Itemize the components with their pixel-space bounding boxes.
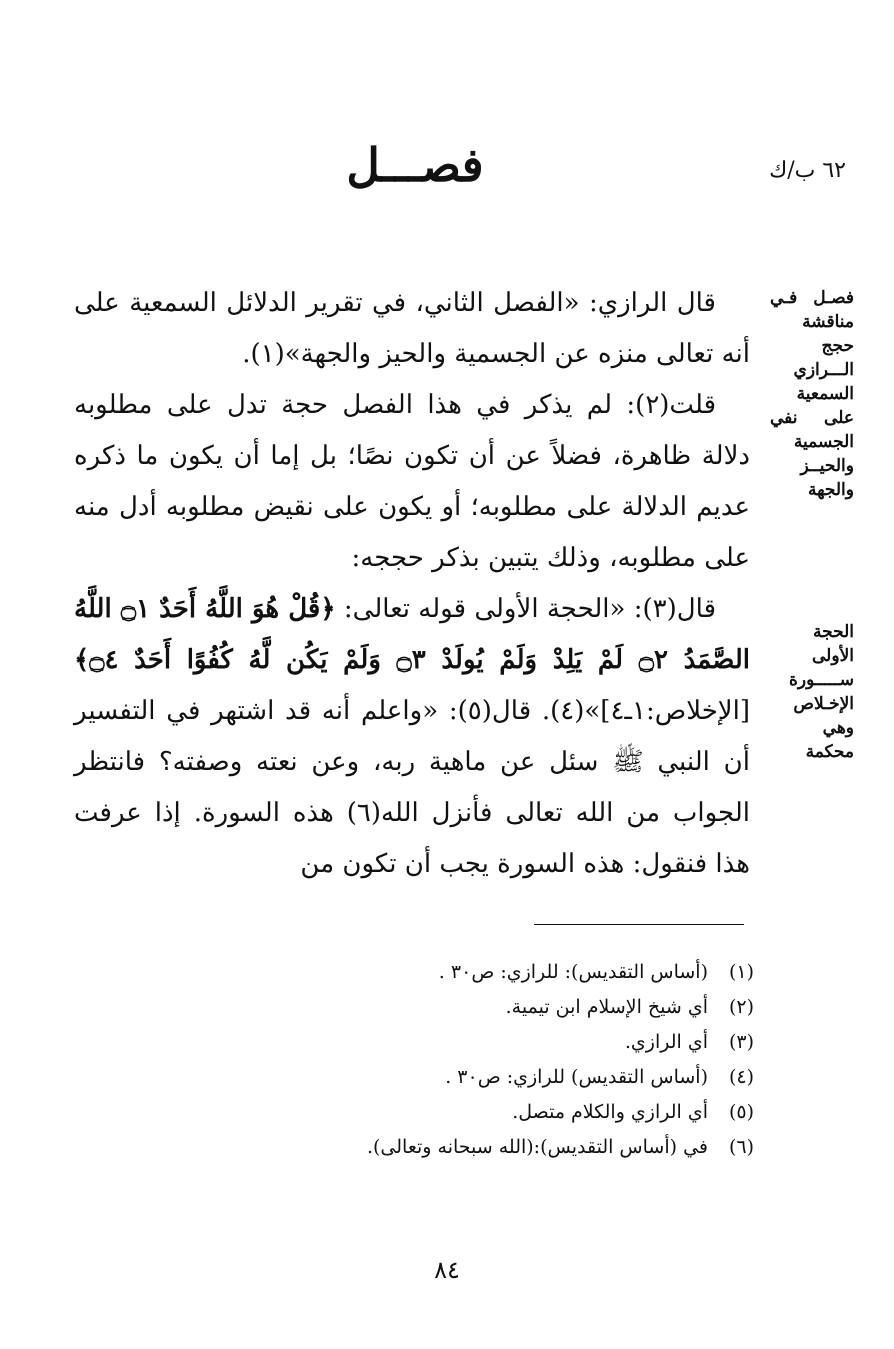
footnote-text: (أساس التقديس) للرازي: ص٣٠ .: [445, 1066, 708, 1088]
footnote-item: [114, 955, 754, 990]
quran-verse-al-ikhlas: ﴿قُلْ هُوَ اللَّهُ أَحَدٌ ۝١ اللَّهُ الصَّمَدُ ۝٢ لَمْ يَلِدْ وَلَمْ يُولَدْ ۝٣ وَلَمْ يَكُن لَّهُ كُفُوًا أَحَدٌ ۝٤﴾: [74, 594, 750, 675]
margin-note-rebuttal-of-razi: فصـل فـي مناقشة حجج الـــرازي السمعية على نفي الجسمية والحيــز والجهة: [770, 288, 854, 500]
footnote-item: [114, 990, 754, 1025]
paragraph-first-argument: [74, 584, 750, 890]
margin-note-first-argument: الحجة الأولى ســـــورة الإخـلاص وهي محكمة: [788, 622, 854, 762]
footnote-text: في (أساس التقديس):(الله سبحانه وتعالى).: [366, 1136, 708, 1158]
footnote-number: (٤): [728, 1066, 754, 1088]
page-number: ٨٤: [434, 1256, 460, 1284]
manuscript-folio-reference: ٦٢ ب/ك: [769, 158, 846, 183]
footnote-separator: [534, 924, 744, 925]
footnote-item: [114, 1025, 754, 1060]
footnote-item: [114, 1060, 754, 1095]
footnotes-list: [114, 955, 754, 1165]
main-text-body: [74, 278, 750, 890]
footnote-item: [114, 1095, 754, 1130]
footnote-text: أي الرازي والكلام متصل.: [512, 1101, 708, 1123]
footnote-number: (٣): [728, 1031, 754, 1053]
footnote-number: (١): [728, 961, 754, 983]
chapter-title: فصـــل: [346, 138, 484, 192]
first-argument-continuation: [الإخلاص:١ـ٤]»(٤). قال(٥): «واعلم أنه قد اشتهر في التفسير أن النبي ﷺ سئل عن ماهية ربه، وعن نعته وصفته؟ فانتظر الجواب من الله تعالى فأنزل الله(٦) هذه السورة. إذا عرفت هذا فنقول: هذه السورة يجب أن تكون من: [74, 696, 750, 879]
footnote-item: [114, 1130, 754, 1165]
footnote-text: (أساس التقديس): للرازي: ص٣٠ .: [438, 961, 708, 983]
paragraph-ibn-taymiyya-reply: قلت(٢): لم يذكر في هذا الفصل حجة تدل على مطلوبه دلالة ظاهرة، فضلاً عن أن تكون نصًا؛ بل إما أن يكون ما ذكره عديم الدلالة على مطلوبه؛ أو يكون على نقيض مطلوبه أدل منه على مطلوبه، وذلك يتبين بذكر حججه:: [74, 390, 750, 573]
footnote-text: أي الرازي.: [624, 1031, 708, 1053]
footnote-number: (٥): [728, 1101, 754, 1123]
footnote-text: أي شيخ الإسلام ابن تيمية.: [505, 996, 708, 1018]
first-argument-intro: قال(٣): «الحجة الأولى قوله تعالى:: [335, 594, 717, 624]
footnote-number: (٦): [728, 1136, 754, 1158]
paragraph-razi-quote: قال الرازي: «الفصل الثاني، في تقرير الدلائل السمعية على أنه تعالى منزه عن الجسمية والحيز والجهة»(١).: [74, 288, 750, 369]
footnote-number: (٢): [728, 996, 754, 1018]
